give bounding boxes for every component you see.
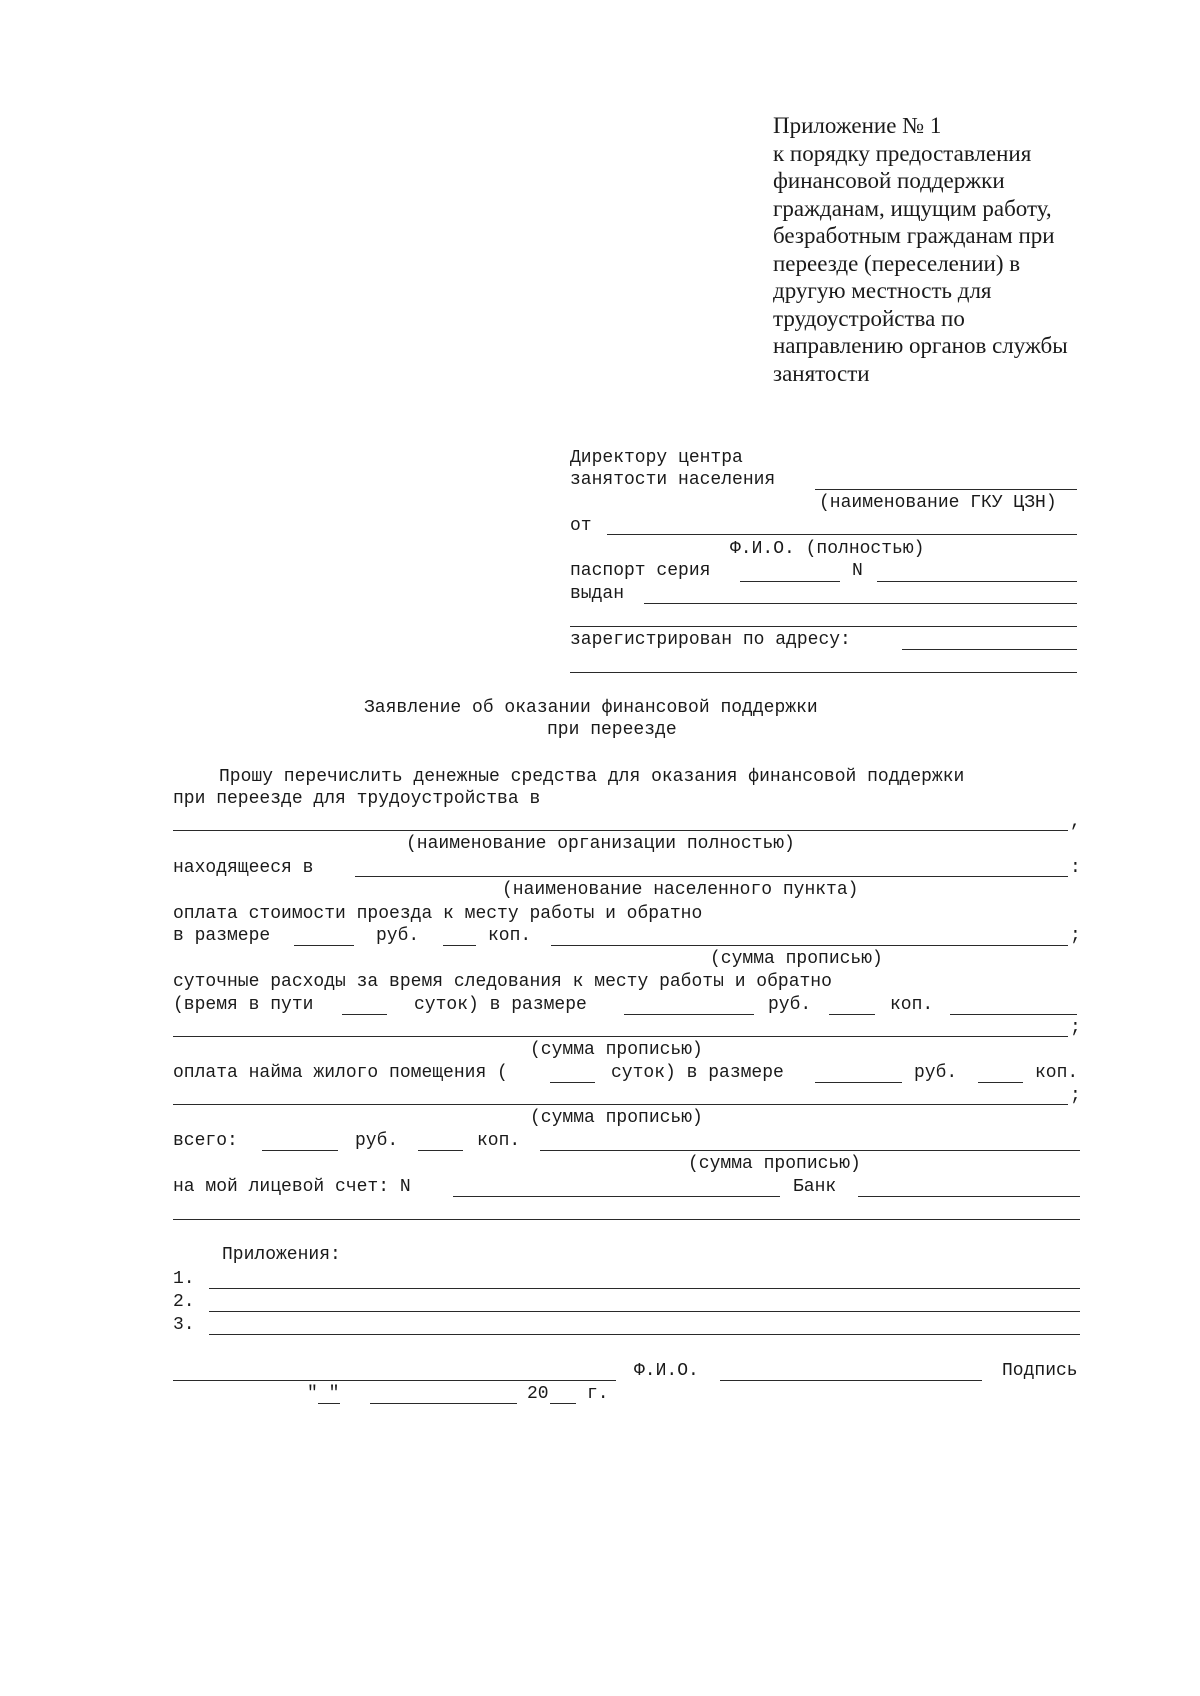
date-day-field[interactable] (318, 1403, 340, 1404)
issued-label: выдан (570, 584, 625, 604)
request-text-line-1: Прошу перечислить денежные средства для оказания финансовой поддержки (219, 767, 965, 787)
colon-mark: : (1070, 858, 1081, 878)
attachment-field-1[interactable] (209, 1288, 1080, 1289)
sum-in-words-hint: (сумма прописью) (530, 1108, 703, 1128)
attachment-field-2[interactable] (209, 1311, 1080, 1312)
appendix-line: безработным гражданам при (773, 223, 1055, 248)
housing-days-field[interactable] (550, 1082, 595, 1083)
housing-rub-field[interactable] (815, 1082, 902, 1083)
settlement-name-field[interactable] (355, 876, 1068, 877)
date-year-suffix: г. (587, 1384, 609, 1404)
daily-sum-words-field[interactable] (950, 1014, 1077, 1015)
travel-kop-field[interactable] (443, 945, 476, 946)
signature-date-field[interactable] (173, 1380, 616, 1381)
total-sum-words-field[interactable] (540, 1150, 1080, 1151)
from-label: от (570, 516, 592, 536)
kop-label: коп. (488, 926, 532, 946)
issued-by-field[interactable] (644, 603, 1077, 604)
semicolon-mark: ; (1070, 926, 1081, 946)
passport-label: паспорт серия (570, 561, 711, 581)
passport-number-field[interactable] (877, 581, 1077, 582)
fio-label: Ф.И.О. (634, 1361, 699, 1381)
bank-name-field[interactable] (858, 1196, 1080, 1197)
organization-hint: (наименование организации полностью) (406, 834, 795, 854)
attachment-number: 3. (173, 1315, 195, 1335)
travel-days-field[interactable] (342, 1014, 387, 1015)
semicolon-mark: ; (1070, 1018, 1081, 1038)
appendix-line: направлению органов службы (773, 333, 1068, 358)
rub-label: руб. (768, 995, 812, 1015)
housing-days-label: суток) в размере (611, 1063, 784, 1083)
travel-cost-label: оплата стоимости проезда к месту работы и обратно (173, 904, 703, 924)
days-amount-label: суток) в размере (414, 995, 587, 1015)
appendix-line: занятости (773, 360, 870, 386)
daily-expenses-label: суточные расходы за время следования к месту работы и обратно (173, 972, 832, 992)
sum-in-words-hint: (сумма прописью) (530, 1040, 703, 1060)
attachment-field-3[interactable] (209, 1334, 1080, 1335)
passport-series-field[interactable] (740, 581, 840, 582)
date-month-field[interactable] (370, 1403, 517, 1404)
gku-hint: (наименование ГКУ ЦЗН) (819, 493, 1057, 513)
travel-time-label: (время в пути (173, 995, 314, 1015)
form-title-line-2: при переезде (547, 720, 677, 740)
issued-by-field-continued[interactable] (570, 626, 1077, 627)
appendix-line: к порядку предоставления (773, 140, 1032, 166)
fio-hint: Ф.И.О. (полностью) (730, 539, 925, 559)
housing-kop-field[interactable] (978, 1082, 1023, 1083)
kop-label: коп. (477, 1131, 521, 1151)
appendix-block (773, 112, 1133, 387)
gku-name-field[interactable] (815, 489, 1077, 490)
signature-label: Подпись (1002, 1361, 1078, 1381)
registered-label: зарегистрирован по адресу: (570, 630, 851, 650)
kop-label: коп. (1035, 1063, 1079, 1083)
travel-rub-field[interactable] (294, 945, 354, 946)
kop-label: коп. (890, 995, 934, 1015)
daily-kop-field[interactable] (829, 1014, 875, 1015)
daily-rub-field[interactable] (624, 1014, 754, 1015)
registered-address-field[interactable] (902, 649, 1077, 650)
travel-sum-words-field[interactable] (551, 945, 1068, 946)
account-label: на мой лицевой счет: N (173, 1177, 411, 1197)
appendix-line: Приложение № 1 (773, 113, 942, 138)
semicolon-mark: ; (1070, 1086, 1081, 1106)
addressee-line-1: Директору центра (570, 448, 743, 468)
total-label: всего: (173, 1131, 238, 1151)
travel-amount-label: в размере (173, 926, 271, 946)
appendix-line: трудоустройства по (773, 305, 965, 331)
form-title: Заявление об оказании финансовой поддержки (364, 698, 818, 718)
bank-label: Банк (793, 1177, 837, 1197)
request-text-line-2: при переезде для трудоустройства в (173, 789, 541, 809)
attachments-title: Приложения: (222, 1245, 341, 1265)
appendix-line: гражданам, ищущим работу, (773, 195, 1052, 221)
attachment-number: 1. (173, 1269, 195, 1289)
appendix-line: финансовой поддержки (773, 168, 1005, 193)
daily-sum-words-field-continued[interactable] (173, 1036, 1068, 1037)
total-rub-field[interactable] (262, 1150, 338, 1151)
date-day-quotes: " " (307, 1384, 340, 1404)
applicant-fio-field[interactable] (607, 534, 1077, 535)
date-year-prefix: 20 (527, 1384, 549, 1404)
passport-number-label: N (852, 561, 863, 581)
account-number-field[interactable] (453, 1196, 780, 1197)
bank-name-field-continued[interactable] (173, 1219, 1080, 1220)
housing-sum-words-field[interactable] (173, 1104, 1068, 1105)
signature-fio-field[interactable] (720, 1380, 982, 1381)
settlement-hint: (наименование населенного пункта) (502, 880, 859, 900)
rub-label: руб. (376, 926, 420, 946)
registered-address-field-continued[interactable] (570, 672, 1077, 673)
attachment-number: 2. (173, 1292, 195, 1312)
appendix-line: другую местность для (773, 278, 992, 303)
sum-in-words-hint: (сумма прописью) (688, 1154, 861, 1174)
located-label: находящееся в (173, 858, 314, 878)
comma-mark: , (1070, 812, 1081, 832)
addressee-line-2: занятости населения (570, 470, 776, 490)
rub-label: руб. (914, 1063, 958, 1083)
total-kop-field[interactable] (418, 1150, 463, 1151)
sum-in-words-hint: (сумма прописью) (710, 949, 883, 969)
housing-label: оплата найма жилого помещения ( (173, 1063, 508, 1083)
organization-name-field[interactable] (173, 830, 1068, 831)
appendix-line: переезде (переселении) в (773, 250, 1021, 276)
date-year-field[interactable] (550, 1403, 576, 1404)
rub-label: руб. (355, 1131, 399, 1151)
